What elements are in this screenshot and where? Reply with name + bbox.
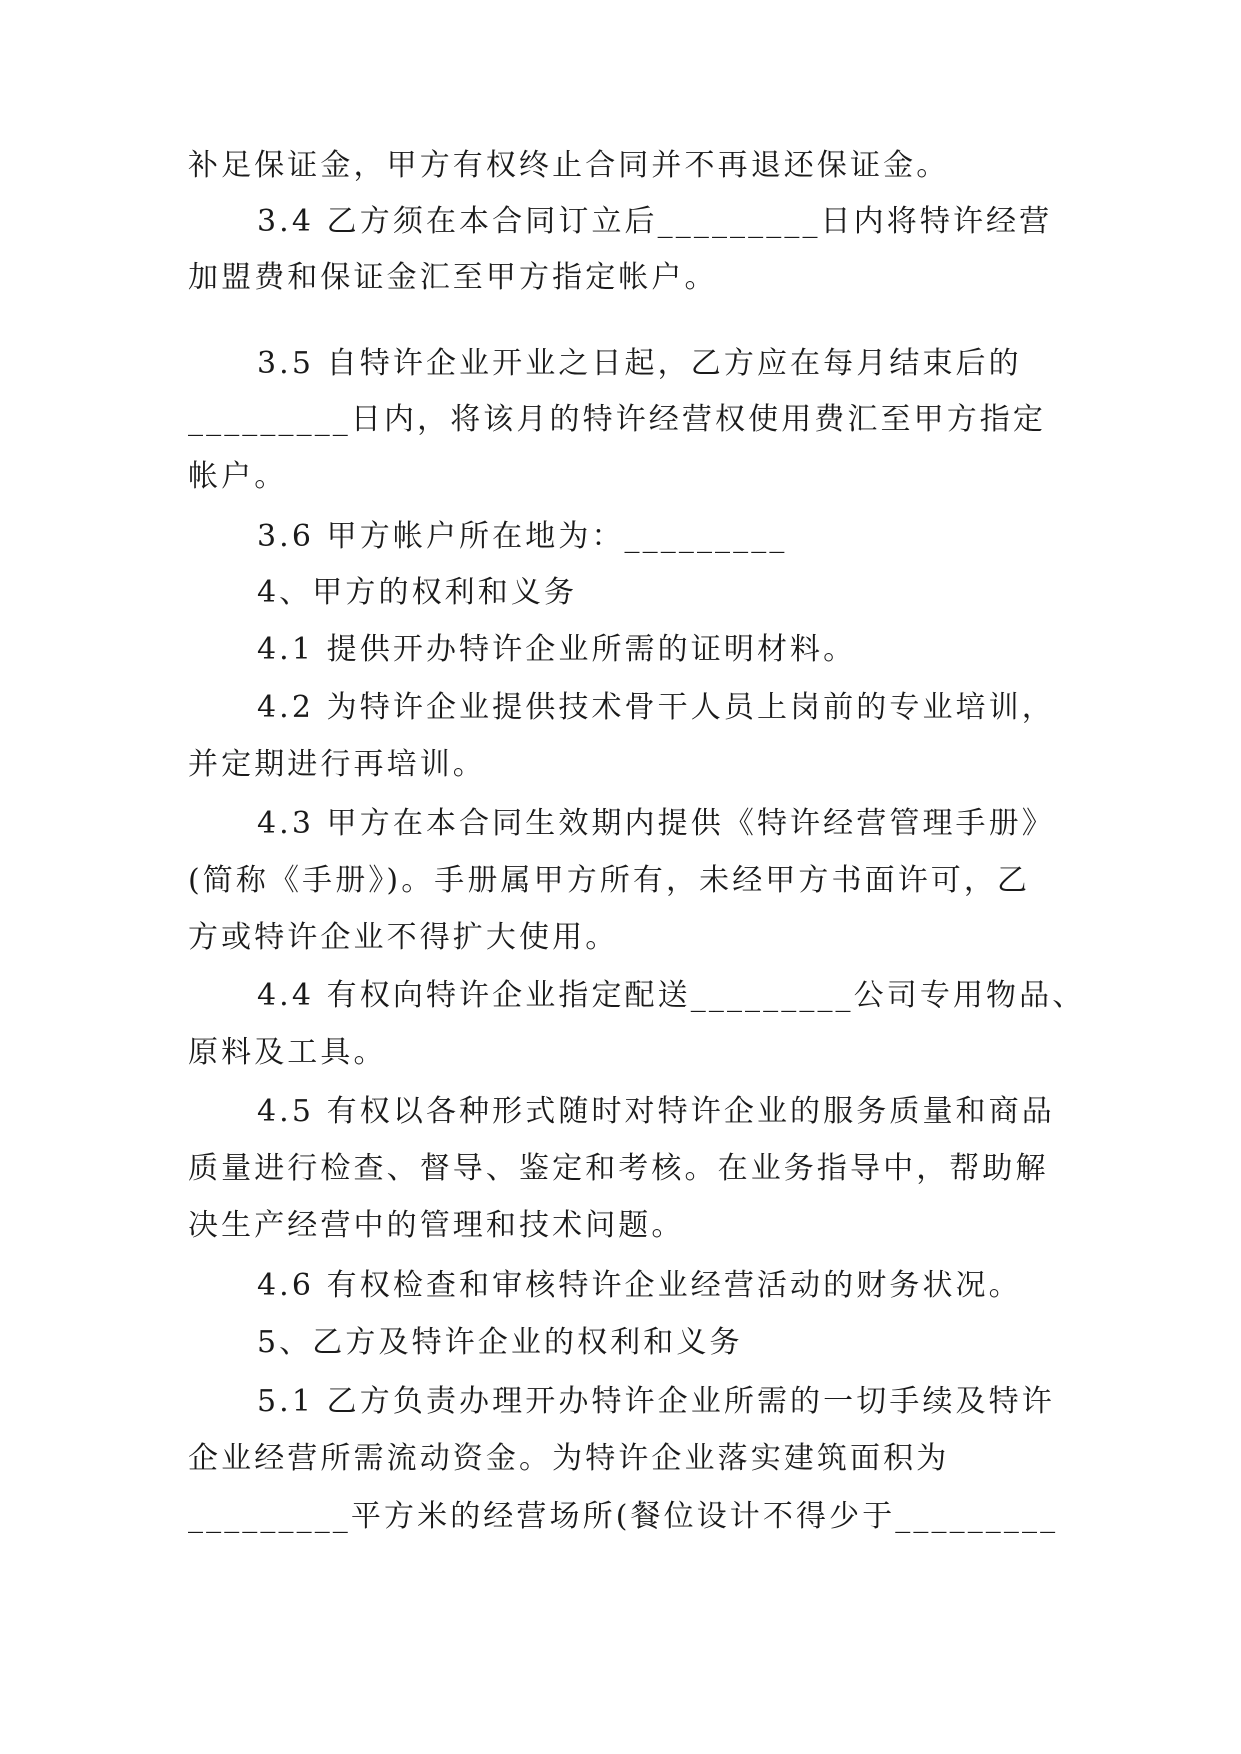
text-line: 3.4 乙方须在本合同订立后_________日内将特许经营 <box>257 204 1053 239</box>
text-line: 帐户。 <box>188 459 288 494</box>
text-line: _________平方米的经营场所(餐位设计不得少于_________ <box>188 1499 1059 1534</box>
text-line: 加盟费和保证金汇至甲方指定帐户。 <box>188 260 718 295</box>
text-line: 企业经营所需流动资金。为特许企业落实建筑面积为 <box>188 1441 950 1476</box>
text-line: 4.3 甲方在本合同生效期内提供《特许经营管理手册》 <box>257 806 1055 841</box>
text-line: 方或特许企业不得扩大使用。 <box>188 920 619 955</box>
section-heading: 5、乙方及特许企业的权利和义务 <box>257 1325 743 1360</box>
text-line: 4.6 有权检查和审核特许企业经营活动的财务状况。 <box>257 1268 1022 1303</box>
text-line: 质量进行检查、督导、鉴定和考核。在业务指导中，帮助解 <box>188 1151 1049 1186</box>
section-heading: 4、甲方的权利和义务 <box>257 575 578 610</box>
text-line: 3.6 甲方帐户所在地为：_________ <box>257 519 788 554</box>
text-line: _________日内，将该月的特许经营权使用费汇至甲方指定 <box>188 402 1046 437</box>
text-line: 5.1 乙方负责办理开办特许企业所需的一切手续及特许 <box>257 1384 1055 1419</box>
text-line: 4.2 为特许企业提供技术骨干人员上岗前的专业培训， <box>257 690 1055 725</box>
text-line: 补足保证金，甲方有权终止合同并不再退还保证金。 <box>188 148 950 183</box>
text-line: 决生产经营中的管理和技术问题。 <box>188 1208 685 1243</box>
text-line: 4.1 提供开办特许企业所需的证明材料。 <box>257 632 857 667</box>
text-line: 3.5 自特许企业开业之日起，乙方应在每月结束后的 <box>257 346 1022 381</box>
text-line: (简称《手册》)。手册属甲方所有，未经甲方书面许可，乙 <box>188 863 1031 898</box>
text-line: 4.5 有权以各种形式随时对特许企业的服务质量和商品 <box>257 1094 1055 1129</box>
text-line: 并定期进行再培训。 <box>188 747 486 782</box>
text-line: 原料及工具。 <box>188 1035 387 1070</box>
text-line: 4.4 有权向特许企业指定配送_________公司专用物品、 <box>257 978 1086 1013</box>
